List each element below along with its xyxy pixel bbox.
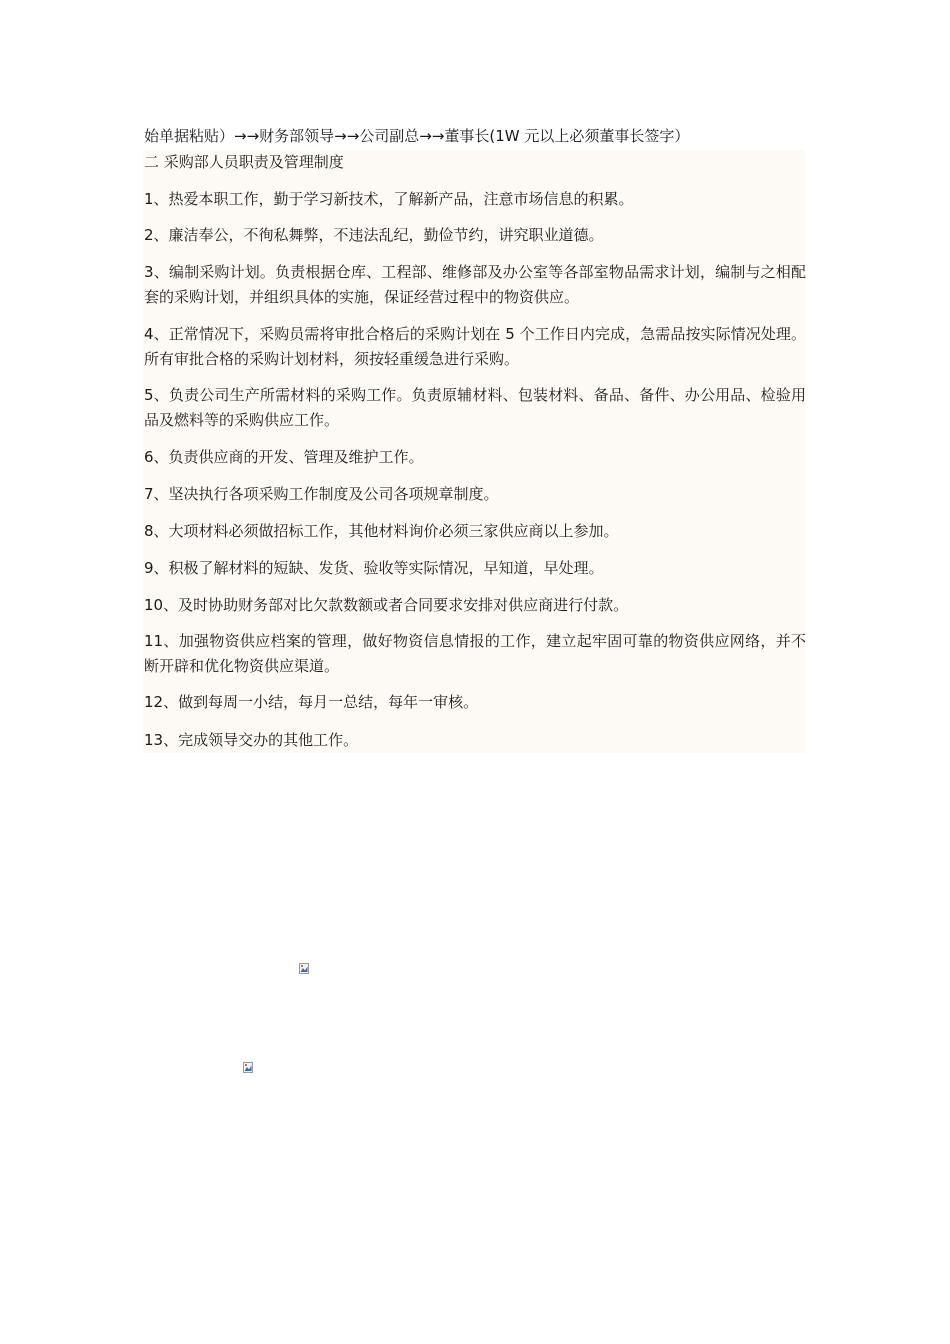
list-item: 1、热爱本职工作，勤于学习新技术，了解新产品，注意市场信息的积累。 bbox=[144, 190, 634, 208]
list-item: 2、廉洁奉公，不徇私舞弊，不违法乱纪，勤俭节约，讲究职业道德。 bbox=[144, 226, 604, 244]
list-item: 4、正常情况下，采购员需将审批合格后的采购计划在 5 个工作日内完成，急需品按实际情况处理。所有审批合格的采购计划材料，须按轻重缓急进行采购。 bbox=[144, 325, 806, 368]
list-item: 3、编制采购计划。负责根据仓库、工程部、维修部及办公室等各部室物品需求计划，编制与之相配套的采购计划，并组织具体的实施，保证经营过程中的物资供应。 bbox=[144, 263, 806, 306]
broken-image-icon bbox=[243, 1062, 253, 1073]
content-block bbox=[143, 150, 805, 753]
continuation-line: 始单据粘贴）→→财务部领导→→公司副总→→董事长(1W 元以上必须董事长签字） bbox=[144, 127, 690, 145]
list-item: 7、坚决执行各项采购工作制度及公司各项规章制度。 bbox=[144, 485, 499, 503]
list-item: 9、积极了解材料的短缺、发货、验收等实际情况，早知道，早处理。 bbox=[144, 559, 604, 577]
list-item: 12、做到每周一小结，每月一总结，每年一审核。 bbox=[144, 693, 479, 711]
list-item: 10、及时协助财务部对比欠款数额或者合同要求安排对供应商进行付款。 bbox=[144, 596, 629, 614]
broken-image-icon bbox=[299, 963, 309, 974]
list-item: 6、负责供应商的开发、管理及维护工作。 bbox=[144, 448, 424, 466]
list-item: 5、负责公司生产所需材料的采购工作。负责原辅材料、包装材料、备品、备件、办公用品、检验用品及燃料等的采购供应工作。 bbox=[144, 386, 806, 429]
list-item: 13、完成领导交办的其他工作。 bbox=[144, 731, 359, 749]
list-item: 8、大项材料必须做招标工作，其他材料询价必须三家供应商以上参加。 bbox=[144, 522, 619, 540]
list-item: 11、加强物资供应档案的管理，做好物资信息情报的工作，建立起牢固可靠的物资供应网络，并不断开辟和优化物资供应渠道。 bbox=[144, 632, 806, 675]
section-title: 二 采购部人员职责及管理制度 bbox=[144, 153, 344, 171]
